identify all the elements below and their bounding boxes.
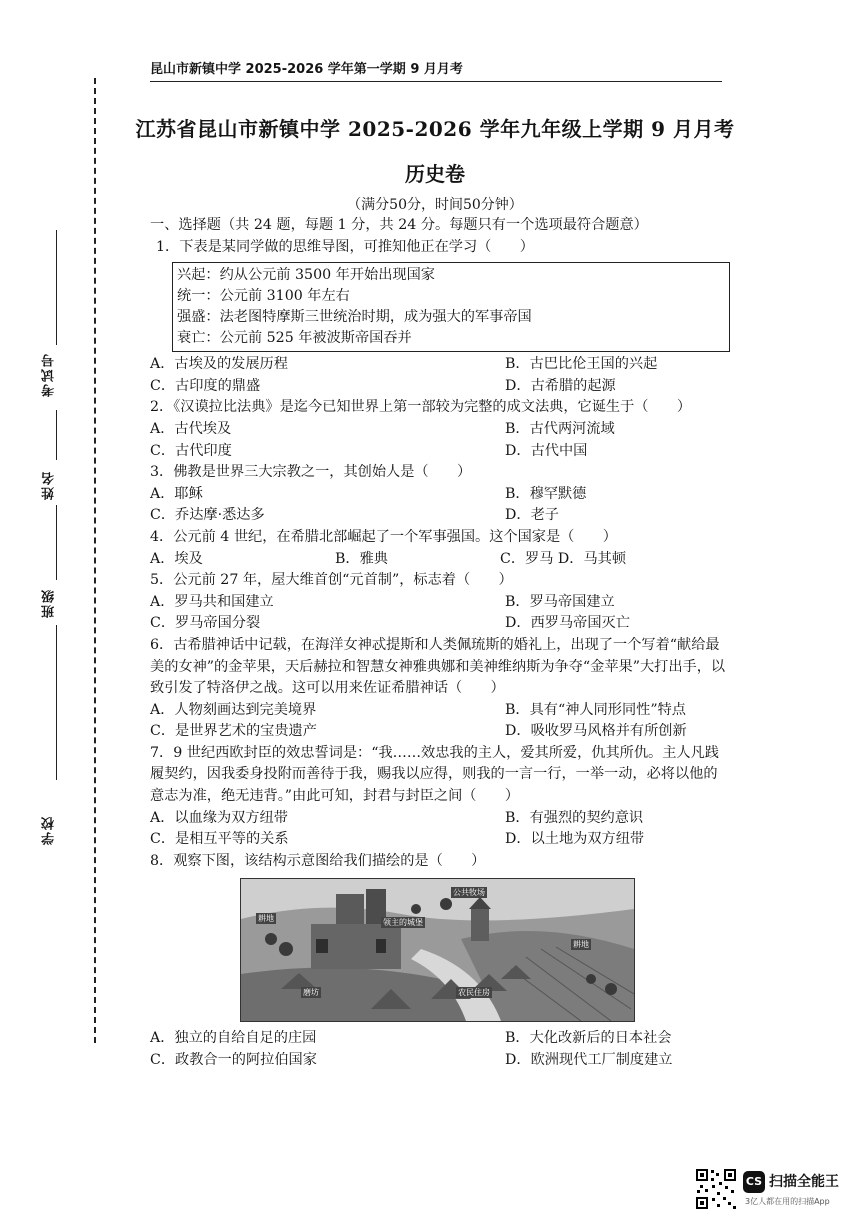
options [150,484,730,527]
mind-map-line: 兴起：约从公元前 3500 年开始出现国家 [177,267,435,284]
option-d[interactable]: D．西罗马帝国灭亡 [505,615,630,632]
exam-title: 江苏省昆山市新镇中学 2025-2026 学年九年级上学期 9 月月考 [135,117,735,141]
school-field [40,800,72,860]
options [150,354,730,397]
name-field [40,460,72,580]
class-label: 班级 [42,588,57,618]
option-c[interactable]: C．是世界艺术的宝贵遗产 [150,723,317,740]
question-8 [150,851,730,1072]
brand-name: 扫描全能王 [769,1174,839,1190]
camscanner-logo-icon: CS [743,1171,765,1193]
name-underline [56,505,57,580]
option-a[interactable]: A．古埃及的发展历程 [150,356,288,373]
option-c[interactable]: C．是相互平等的关系 [150,831,289,848]
option-c-d[interactable]: C．罗马 D．马其顿 [500,550,627,567]
exam-no-underline-2 [56,410,57,460]
options [150,549,730,571]
option-d[interactable]: D．吸收罗马风格并有所创新 [505,723,687,740]
question-stem: 7．9 世纪西欧封臣的效忠誓词是：“我……效忠我的主人，爱其所爱，仇其所仇。主人凡践履契约，因我委身投附而善待于我，赐我以应得，则我的一言一行，一举一动，必将以他的意志为准，绝无违背。”由此可知，封君与封臣之间（ ） [150,744,719,805]
question-stem: 8．观察下图，该结构示意图给我们描绘的是（ ） [150,852,486,869]
option-a[interactable]: A．以血缘为双方纽带 [150,809,288,826]
options [150,592,730,635]
question-2 [150,397,730,462]
option-d[interactable]: D．欧洲现代工厂制度建立 [505,1052,673,1069]
exam-subject: 历史卷 [405,162,465,186]
exam-no-underline [56,230,57,345]
option-a[interactable]: A．耶稣 [150,485,203,502]
question-3 [150,462,730,527]
option-a[interactable]: A．独立的自给自足的庄园 [150,1030,317,1047]
option-d[interactable]: D．古代中国 [505,442,588,459]
question-stem: 3．佛教是世界三大宗教之一，其创始人是（ ） [150,464,472,481]
manor-illustration [240,878,635,1022]
options [150,700,730,743]
binding-dashed-line [94,78,96,1043]
question-4 [150,527,730,570]
option-a[interactable]: A．古代埃及 [150,420,232,437]
question-1 [150,237,730,398]
mind-map-box [172,262,730,352]
option-b[interactable]: B．具有“神人同形同性”特点 [505,701,686,718]
option-c[interactable]: C．古印度的鼎盛 [150,377,261,394]
option-a[interactable]: A．人物刻画达到完美境界 [150,701,317,718]
scanner-watermark [695,1168,855,1218]
option-a[interactable]: A．罗马共和国建立 [150,593,274,610]
options [150,419,730,462]
question-5 [150,570,730,635]
exam-no-field [40,230,72,460]
question-6 [150,635,730,743]
figure-label-farmland-left: 耕地 [258,914,274,924]
option-c[interactable]: C．政教合一的阿拉伯国家 [150,1052,317,1069]
name-label: 姓名 [42,470,57,500]
mind-map-line: 强盛：法老图特摩斯三世统治时期，成为强大的军事帝国 [177,309,532,326]
manor-drawing [241,879,634,1021]
option-c[interactable]: C．古代印度 [150,442,232,459]
figure-label-mill: 磨坊 [303,988,319,998]
options [150,1028,730,1071]
class-field [40,580,72,780]
exam-no-label: 考试号 [42,352,57,397]
figure-label-pasture: 公共牧场 [453,888,485,898]
option-b[interactable]: B．罗马帝国建立 [505,593,615,610]
school-label: 学校 [42,815,57,845]
question-stem: 6．古希腊神话中记载，在海洋女神忒提斯和人类佩琉斯的婚礼上，出现了一个写着“献给最美的女神”的金苹果，天后赫拉和智慧女神雅典娜和美神维纳斯为争夺“金苹果”大打出手，以致引发了特洛伊之战。这可以用来佐证希腊神话（ ） [150,636,726,697]
section-heading: 一、选择题（共 24 题，每题 1 分，共 24 分。每题只有一个选项最符合题意） [150,217,648,233]
option-b[interactable]: B．古代两河流域 [505,420,615,437]
option-a[interactable]: A．埃及 [150,550,203,567]
option-c[interactable]: C．罗马帝国分裂 [150,615,261,632]
question-7 [150,743,730,851]
option-b[interactable]: B．雅典 [335,550,388,567]
options [150,808,730,851]
qr-code-icon [695,1168,737,1210]
mind-map-line: 统一：公元前 3100 年左右 [177,288,350,305]
option-c[interactable]: C．乔达摩·悉达多 [150,507,265,524]
option-d[interactable]: D．以土地为双方纽带 [505,831,645,848]
question-stem: 5．公元前 27 年，屋大维首创“元首制”，标志着（ ） [150,572,513,589]
figure-label-peasant-houses: 农民住房 [458,988,490,998]
option-d[interactable]: D．老子 [505,507,559,524]
question-stem: 2．《汉谟拉比法典》是迄今已知世界上第一部较为完整的成文法典，它诞生于（ ） [150,399,692,416]
mind-map-line: 衰亡：公元前 525 年被波斯帝国吞并 [177,330,412,347]
option-d[interactable]: D．古希腊的起源 [505,377,616,394]
exam-content [150,215,730,1072]
figure-label-castle: 领主的城堡 [383,918,423,928]
question-stem: 1．下表是某同学做的思维导图，可推知他正在学习（ ） [156,238,534,255]
option-b[interactable]: B．有强烈的契约意识 [505,809,644,826]
option-b[interactable]: B．大化改新后的日本社会 [505,1030,672,1047]
figure-label-farmland-right: 耕地 [573,940,589,950]
question-stem: 4．公元前 4 世纪，在希腊北部崛起了一个军事强国。这个国家是（ ） [150,528,617,545]
option-b[interactable]: B．古巴比伦王国的兴起 [505,356,658,373]
exam-meta: （满分50分，时间50分钟） [347,197,523,213]
running-header: 昆山市新镇中学 2025-2026 学年第一学期 9 月月考 [150,58,722,82]
class-underline [56,625,57,780]
option-b[interactable]: B．穆罕默德 [505,485,587,502]
brand-tagline: 3亿人都在用的扫描App [745,1197,830,1206]
